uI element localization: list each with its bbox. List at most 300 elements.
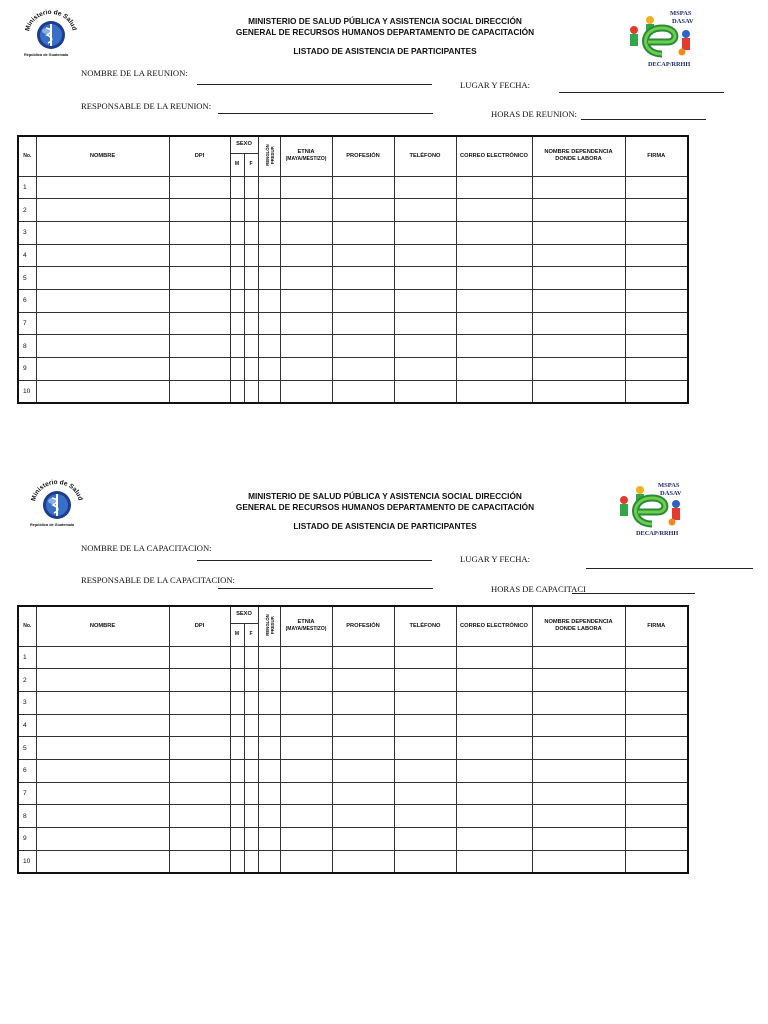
table-row [18, 714, 688, 737]
table-cell[interactable] [456, 335, 532, 358]
table-cell[interactable] [169, 714, 230, 737]
table-cell[interactable] [230, 221, 244, 244]
seal-arc-text: Ministerio de Salud [24, 8, 78, 32]
col-firma: FIRMA [625, 136, 688, 176]
table-cell[interactable] [532, 737, 625, 760]
table-cell[interactable] [36, 335, 169, 358]
place-date-label: LUGAR Y FECHA: [460, 554, 531, 564]
table-cell[interactable] [258, 646, 280, 669]
col-no: No. [18, 606, 36, 646]
table-cell[interactable] [280, 267, 332, 290]
table-cell[interactable] [332, 691, 394, 714]
table-cell[interactable] [258, 828, 280, 851]
table-cell[interactable] [332, 782, 394, 805]
table-cell[interactable] [230, 782, 244, 805]
col-dpi: DPI [169, 136, 230, 176]
table-row [18, 358, 688, 381]
table-cell[interactable] [244, 850, 258, 873]
table-cell[interactable] [532, 759, 625, 782]
col-profesion: PROFESIÓN [332, 136, 394, 176]
table-cell[interactable] [169, 358, 230, 381]
table-cell[interactable] [280, 805, 332, 828]
table-cell[interactable] [280, 714, 332, 737]
table-cell[interactable] [36, 691, 169, 714]
table-cell[interactable] [244, 335, 258, 358]
table-cell[interactable] [258, 714, 280, 737]
table-cell[interactable] [532, 267, 625, 290]
table-cell[interactable] [169, 850, 230, 873]
table-cell[interactable] [244, 737, 258, 760]
table-cell[interactable] [394, 335, 456, 358]
table-cell[interactable] [258, 176, 280, 199]
col-dependencia: NOMBRE DEPENDENCIA DONDE LABORA [532, 606, 625, 646]
table-cell[interactable] [280, 737, 332, 760]
document-header [180, 16, 590, 57]
row-number: 6 [18, 289, 36, 312]
table-row [18, 199, 688, 222]
row-number: 4 [18, 714, 36, 737]
table-cell[interactable] [625, 737, 688, 760]
table-cell[interactable] [230, 737, 244, 760]
table-cell[interactable] [394, 714, 456, 737]
table-cell[interactable] [36, 714, 169, 737]
table-cell[interactable] [36, 267, 169, 290]
table-cell[interactable] [625, 805, 688, 828]
svg-text:DECAP/RRHH: DECAP/RRHH [648, 61, 691, 68]
table-cell[interactable] [169, 176, 230, 199]
table-cell[interactable] [625, 646, 688, 669]
table-cell[interactable] [394, 828, 456, 851]
table-cell[interactable] [230, 805, 244, 828]
table-row [18, 805, 688, 828]
table-cell[interactable] [456, 267, 532, 290]
table-cell[interactable] [456, 244, 532, 267]
table-row [18, 176, 688, 199]
table-cell[interactable] [36, 759, 169, 782]
table-cell[interactable] [532, 176, 625, 199]
table-cell[interactable] [230, 759, 244, 782]
table-cell[interactable] [625, 691, 688, 714]
table-cell[interactable] [230, 646, 244, 669]
table-cell[interactable] [230, 199, 244, 222]
table-cell[interactable] [258, 669, 280, 692]
table-cell[interactable] [244, 691, 258, 714]
table-cell[interactable] [258, 782, 280, 805]
table-cell[interactable] [532, 828, 625, 851]
table-cell[interactable] [230, 850, 244, 873]
table-cell[interactable] [244, 759, 258, 782]
table-cell[interactable] [394, 691, 456, 714]
table-cell[interactable] [169, 221, 230, 244]
table-cell[interactable] [280, 380, 332, 403]
row-number: 9 [18, 358, 36, 381]
seal-sub-text: República de Guatemala [24, 53, 69, 57]
document-header [180, 491, 590, 532]
table-cell[interactable] [230, 358, 244, 381]
table-cell[interactable] [36, 289, 169, 312]
table-cell[interactable] [625, 199, 688, 222]
table-cell[interactable] [258, 737, 280, 760]
table-cell[interactable] [394, 199, 456, 222]
table-cell[interactable] [36, 244, 169, 267]
table-cell[interactable] [169, 759, 230, 782]
table-cell[interactable] [244, 714, 258, 737]
meeting-name-line[interactable] [197, 84, 432, 85]
table-cell[interactable] [280, 312, 332, 335]
table-cell[interactable] [625, 714, 688, 737]
col-nombre: NOMBRE [36, 606, 169, 646]
table-cell[interactable] [258, 380, 280, 403]
table-cell[interactable] [625, 782, 688, 805]
table-cell[interactable] [332, 828, 394, 851]
svg-text:DASAV: DASAV [660, 490, 682, 497]
table-cell[interactable] [532, 244, 625, 267]
table-cell[interactable] [280, 646, 332, 669]
col-sexo-f: F [244, 623, 258, 646]
table-cell[interactable] [456, 380, 532, 403]
table-cell[interactable] [456, 289, 532, 312]
row-number: 2 [18, 669, 36, 692]
table-cell[interactable] [36, 782, 169, 805]
col-renglon: RENGLÓN PRESUP. [258, 606, 280, 646]
table-cell[interactable] [258, 244, 280, 267]
form-title: LISTADO DE ASISTENCIA DE PARTICIPANTES [293, 46, 477, 56]
training-name-label: NOMBRE DE LA CAPACITACION: [81, 543, 212, 553]
table-cell[interactable] [258, 312, 280, 335]
table-cell[interactable] [532, 782, 625, 805]
table-cell[interactable] [332, 380, 394, 403]
row-number: 5 [18, 267, 36, 290]
table-cell[interactable] [230, 267, 244, 290]
table-row [18, 646, 688, 669]
table-cell[interactable] [532, 380, 625, 403]
table-cell[interactable] [456, 312, 532, 335]
table-row [18, 691, 688, 714]
table-cell[interactable] [244, 380, 258, 403]
table-cell[interactable] [332, 714, 394, 737]
table-cell[interactable] [169, 335, 230, 358]
table-cell[interactable] [280, 669, 332, 692]
col-sexo-f: F [244, 153, 258, 176]
table-cell[interactable] [230, 714, 244, 737]
table-cell[interactable] [394, 267, 456, 290]
table-cell[interactable] [244, 289, 258, 312]
table-cell[interactable] [456, 646, 532, 669]
table-cell[interactable] [456, 714, 532, 737]
table-cell[interactable] [169, 244, 230, 267]
table-row [18, 828, 688, 851]
table-cell[interactable] [258, 759, 280, 782]
table-cell[interactable] [532, 358, 625, 381]
training-name-line[interactable] [197, 560, 432, 561]
attendance-table [17, 135, 689, 404]
table-cell[interactable] [394, 176, 456, 199]
table-cell[interactable] [169, 380, 230, 403]
table-cell[interactable] [456, 759, 532, 782]
table-cell[interactable] [456, 669, 532, 692]
table-cell[interactable] [169, 289, 230, 312]
col-dependencia: NOMBRE DEPENDENCIA DONDE LABORA [532, 136, 625, 176]
svg-text:MSPAS: MSPAS [658, 482, 680, 489]
col-dpi: DPI [169, 606, 230, 646]
table-cell[interactable] [394, 669, 456, 692]
table-cell[interactable] [332, 646, 394, 669]
place-date-line[interactable] [586, 568, 753, 569]
table-cell[interactable] [394, 737, 456, 760]
table-cell[interactable] [258, 805, 280, 828]
col-sexo: SEXO [230, 606, 258, 623]
header-line-1: MINISTERIO DE SALUD PÚBLICA Y ASISTENCIA SOCIAL DIRECCIÓN [248, 491, 522, 501]
table-cell[interactable] [332, 759, 394, 782]
table-cell[interactable] [36, 669, 169, 692]
table-cell[interactable] [280, 759, 332, 782]
table-cell[interactable] [394, 646, 456, 669]
table-cell[interactable] [36, 221, 169, 244]
table-cell[interactable] [258, 850, 280, 873]
table-cell[interactable] [456, 805, 532, 828]
table-cell[interactable] [244, 199, 258, 222]
table-cell[interactable] [169, 828, 230, 851]
table-row [18, 669, 688, 692]
table-cell[interactable] [230, 669, 244, 692]
table-cell[interactable] [36, 805, 169, 828]
table-cell[interactable] [244, 221, 258, 244]
responsible-label: RESPONSABLE DE LA CAPACITACION: [81, 575, 235, 585]
table-cell[interactable] [532, 199, 625, 222]
table-cell[interactable] [456, 782, 532, 805]
table-cell[interactable] [169, 782, 230, 805]
col-sexo: SEXO [230, 136, 258, 153]
table-cell[interactable] [532, 646, 625, 669]
row-number: 1 [18, 176, 36, 199]
table-cell[interactable] [169, 805, 230, 828]
table-cell[interactable] [625, 850, 688, 873]
table-cell[interactable] [230, 828, 244, 851]
table-cell[interactable] [625, 221, 688, 244]
form-title: LISTADO DE ASISTENCIA DE PARTICIPANTES [293, 521, 477, 531]
table-cell[interactable] [230, 335, 244, 358]
table-cell[interactable] [625, 828, 688, 851]
table-cell[interactable] [280, 221, 332, 244]
table-cell[interactable] [625, 176, 688, 199]
table-cell[interactable] [332, 805, 394, 828]
table-cell[interactable] [244, 244, 258, 267]
table-cell[interactable] [169, 737, 230, 760]
table-cell[interactable] [394, 850, 456, 873]
table-cell[interactable] [456, 850, 532, 873]
ministry-seal-logo [26, 478, 88, 528]
table-cell[interactable] [394, 221, 456, 244]
table-cell[interactable] [258, 691, 280, 714]
table-cell[interactable] [394, 289, 456, 312]
row-number: 8 [18, 335, 36, 358]
hours-line[interactable] [581, 119, 706, 120]
table-cell[interactable] [625, 759, 688, 782]
table-cell[interactable] [230, 289, 244, 312]
table-cell[interactable] [394, 782, 456, 805]
table-cell[interactable] [36, 850, 169, 873]
table-cell[interactable] [230, 691, 244, 714]
table-cell[interactable] [456, 737, 532, 760]
table-cell[interactable] [394, 244, 456, 267]
table-cell[interactable] [230, 312, 244, 335]
table-cell[interactable] [244, 267, 258, 290]
table-cell[interactable] [332, 737, 394, 760]
table-cell[interactable] [532, 850, 625, 873]
table-cell[interactable] [394, 380, 456, 403]
table-cell[interactable] [332, 312, 394, 335]
table-cell[interactable] [532, 805, 625, 828]
table-cell[interactable] [625, 267, 688, 290]
table-cell[interactable] [456, 691, 532, 714]
col-etnia: ETNIA (MAYA/MESTIZO) [280, 606, 332, 646]
seal-sub-text: República de Guatemala [30, 523, 75, 527]
table-cell[interactable] [258, 221, 280, 244]
table-cell[interactable] [456, 358, 532, 381]
table-cell[interactable] [456, 828, 532, 851]
row-number: 1 [18, 646, 36, 669]
table-cell[interactable] [280, 244, 332, 267]
header-line-1: MINISTERIO DE SALUD PÚBLICA Y ASISTENCIA SOCIAL DIRECCIÓN [248, 16, 522, 26]
table-cell[interactable] [258, 358, 280, 381]
table-row [18, 221, 688, 244]
table-cell[interactable] [258, 267, 280, 290]
table-cell[interactable] [230, 380, 244, 403]
table-cell[interactable] [244, 805, 258, 828]
table-cell[interactable] [169, 312, 230, 335]
table-cell[interactable] [36, 199, 169, 222]
table-cell[interactable] [456, 199, 532, 222]
table-cell[interactable] [244, 669, 258, 692]
table-cell[interactable] [230, 176, 244, 199]
col-telefono: TELÉFONO [394, 136, 456, 176]
table-cell[interactable] [532, 221, 625, 244]
table-cell[interactable] [625, 312, 688, 335]
table-cell[interactable] [532, 335, 625, 358]
table-cell[interactable] [230, 244, 244, 267]
table-cell[interactable] [332, 176, 394, 199]
header-line-2: GENERAL DE RECURSOS HUMANOS DEPARTAMENTO DE CAPACITACIÓN [235, 27, 535, 37]
table-cell[interactable] [394, 358, 456, 381]
responsible-line[interactable] [218, 113, 433, 114]
table-cell[interactable] [332, 335, 394, 358]
table-cell[interactable] [258, 199, 280, 222]
table-cell[interactable] [332, 221, 394, 244]
table-cell[interactable] [258, 289, 280, 312]
table-cell[interactable] [280, 289, 332, 312]
table-cell[interactable] [36, 176, 169, 199]
col-telefono: TELÉFONO [394, 606, 456, 646]
table-cell[interactable] [36, 358, 169, 381]
svg-text:DASAV: DASAV [672, 18, 694, 25]
table-cell[interactable] [532, 289, 625, 312]
table-cell[interactable] [332, 850, 394, 873]
table-cell[interactable] [280, 828, 332, 851]
table-cell[interactable] [169, 669, 230, 692]
responsible-line[interactable] [218, 588, 433, 589]
table-row [18, 380, 688, 403]
table-row [18, 782, 688, 805]
table-cell[interactable] [280, 691, 332, 714]
table-cell[interactable] [394, 759, 456, 782]
table-cell[interactable] [244, 646, 258, 669]
table-cell[interactable] [532, 714, 625, 737]
table-cell[interactable] [258, 335, 280, 358]
table-cell[interactable] [280, 358, 332, 381]
attendance-table [17, 605, 689, 874]
table-cell[interactable] [244, 782, 258, 805]
row-number: 6 [18, 759, 36, 782]
attendance-form-training [0, 470, 768, 890]
row-number: 7 [18, 312, 36, 335]
table-cell[interactable] [332, 199, 394, 222]
table-cell[interactable] [244, 176, 258, 199]
table-cell[interactable] [394, 805, 456, 828]
table-cell[interactable] [244, 312, 258, 335]
table-cell[interactable] [532, 669, 625, 692]
col-etnia: ETNIA (MAYA/MESTIZO) [280, 136, 332, 176]
table-cell[interactable] [169, 267, 230, 290]
table-cell[interactable] [532, 312, 625, 335]
table-cell[interactable] [36, 737, 169, 760]
table-cell[interactable] [169, 691, 230, 714]
svg-text:DECAP/RRHH: DECAP/RRHH [636, 530, 679, 536]
table-row [18, 267, 688, 290]
table-cell[interactable] [280, 335, 332, 358]
table-cell[interactable] [280, 782, 332, 805]
table-cell[interactable] [36, 380, 169, 403]
col-sexo-m: M [230, 623, 244, 646]
col-correo: CORREO ELECTRÓNICO [456, 606, 532, 646]
table-cell[interactable] [332, 669, 394, 692]
table-cell[interactable] [280, 850, 332, 873]
table-cell[interactable] [625, 335, 688, 358]
table-cell[interactable] [625, 669, 688, 692]
ministry-seal-logo [20, 8, 82, 58]
col-sexo-m: M [230, 153, 244, 176]
table-cell[interactable] [280, 176, 332, 199]
hours-label: HORAS DE REUNION: [491, 109, 577, 119]
place-date-line[interactable] [559, 92, 724, 93]
table-cell[interactable] [332, 244, 394, 267]
table-cell[interactable] [36, 646, 169, 669]
table-cell[interactable] [169, 646, 230, 669]
seal-arc-text: Ministerio de Salud [30, 478, 84, 502]
table-cell[interactable] [625, 358, 688, 381]
table-cell[interactable] [456, 221, 532, 244]
table-cell[interactable] [394, 312, 456, 335]
table-cell[interactable] [532, 691, 625, 714]
table-cell[interactable] [332, 289, 394, 312]
table-cell[interactable] [169, 199, 230, 222]
table-cell[interactable] [244, 828, 258, 851]
table-cell[interactable] [36, 828, 169, 851]
table-cell[interactable] [625, 380, 688, 403]
table-cell[interactable] [244, 358, 258, 381]
hours-line[interactable] [572, 593, 695, 594]
hours-label: HORAS DE CAPACITACI [491, 584, 586, 594]
table-cell[interactable] [36, 312, 169, 335]
table-cell[interactable] [332, 267, 394, 290]
table-cell[interactable] [625, 289, 688, 312]
row-number: 9 [18, 828, 36, 851]
table-cell[interactable] [456, 176, 532, 199]
col-no: No. [18, 136, 36, 176]
table-cell[interactable] [332, 358, 394, 381]
table-cell[interactable] [280, 199, 332, 222]
table-row [18, 289, 688, 312]
table-cell[interactable] [625, 244, 688, 267]
